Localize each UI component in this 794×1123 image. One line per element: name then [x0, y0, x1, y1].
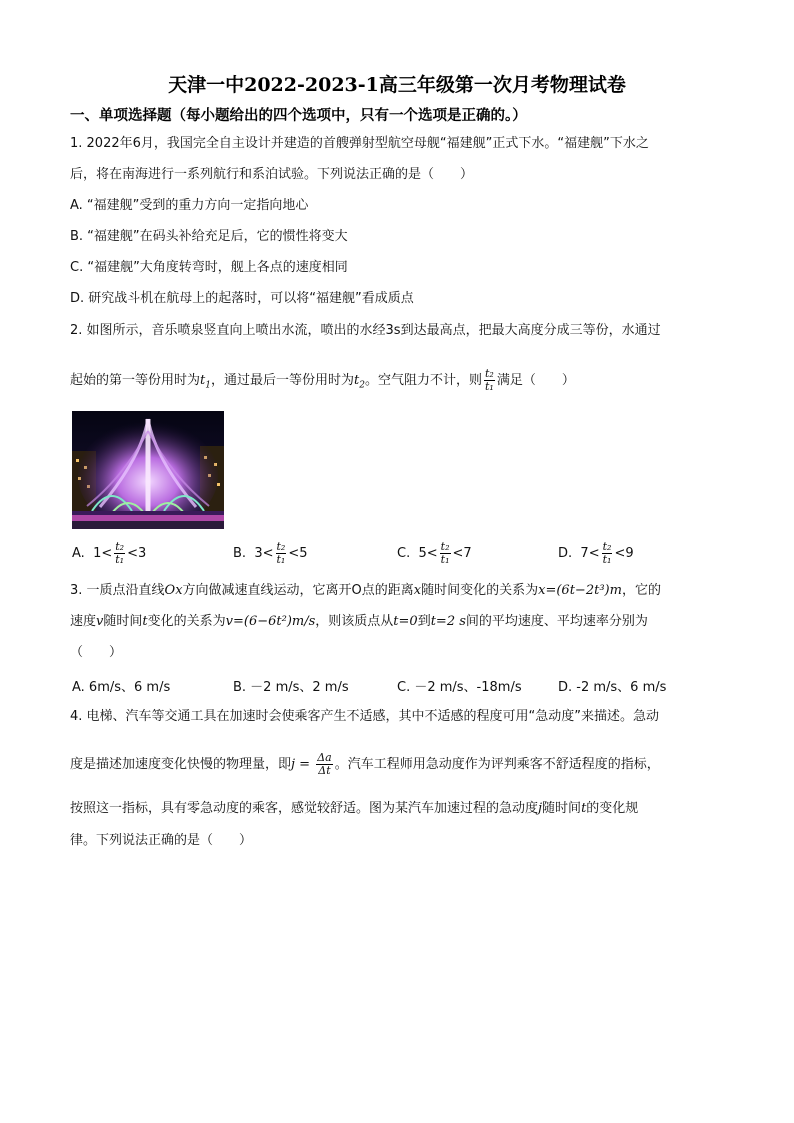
q1-stem-line2: 后，将在南海进行一系列航行和系泊试验。下列说法正确的是（ ） [70, 167, 474, 182]
q1-option-a: A. “福建舰”受到的重力方向一定指向地心 [70, 198, 309, 213]
q2-option-a-fraction: $\frac{\text{t₂}}{\text{t₁}}$ [115, 540, 125, 566]
fountain-photo [72, 411, 224, 529]
q2-option-a: A. 1< $\frac{\text{t₂}}{\text{t₁}}$ <3 [72, 540, 147, 566]
q2-t2: $t_2$ [354, 373, 365, 391]
q3-option-d: D. -2 m/s、6 m/s [558, 680, 667, 695]
q4-jerk-symbol: j = [291, 757, 311, 772]
q4-stem-line4: 律。下列说法正确的是（ ） [70, 833, 253, 848]
q3-stem-line2: 速度v随时间t变化的关系为v=(6−6t²)m/s，则该质点从t=0到t=2 s间的平均速度、平均速率分别为 [70, 614, 648, 629]
q4-jerk-fraction: $\frac{\Delta a}{\Delta t}$ [317, 751, 332, 777]
q1-option-d: D. 研究战斗机在航母上的起落时，可以将“福建舰”看成质点 [70, 291, 414, 306]
q2-text-b: ，通过最后一等份用时为 [210, 373, 354, 388]
q4-stem-line3: 按照这一指标，具有零急动度的乘客，感觉较舒适。图为某汽车加速过程的急动度j随时间t的变化规 [70, 801, 639, 816]
q2-stem-line1: 2. 如图所示，音乐喷泉竖直向上喷出水流，喷出的水经3s到达最高点，把最大高度分成三等份，水通过 [70, 323, 661, 338]
q3-answer-brackets: （ ） [70, 645, 123, 660]
q2-option-c-fraction: $\frac{\text{t₂}}{\text{t₁}}$ [440, 540, 450, 566]
q4-stem-line2: 度是描述加速度变化快慢的物理量，即j = $\frac{\Delta a}{\Delta t}$ 。汽车工程师用急动度作为评判乘客不舒适程度的指标， [70, 751, 660, 777]
q2-option-d-fraction: $\frac{\text{t₂}}{\text{t₁}}$ [602, 540, 612, 566]
q2-option-b-fraction: $\frac{\text{t₂}}{\text{t₁}}$ [276, 540, 286, 566]
q2-t1: $t_1$ [200, 373, 211, 391]
q4-stem-line1: 4. 电梯、汽车等交通工具在加速时会使乘客产生不适感，其中不适感的程度可用“急动度”来描述。急动 [70, 709, 660, 724]
page-title: 天津一中2022-2023-1高三年级第一次月考物理试卷 [168, 74, 626, 96]
q2-option-b: B. 3< $\frac{\text{t₂}}{\text{t₁}}$ <5 [233, 540, 308, 566]
q3-option-a: A. 6m/s、6 m/s [72, 680, 171, 695]
q3-option-c: C. －2 m/s、-18m/s [397, 680, 522, 695]
q1-stem-line1: 1. 2022年6月，我国完全自主设计并建造的首艘弹射型航空母舰“福建舰”正式下水。“福建舰”下水之 [70, 136, 649, 151]
q2-text-c: 。空气阻力不计，则 [364, 373, 482, 388]
q2-stem-line2 [70, 368, 575, 395]
q1-option-c: C. “福建舰”大角度转弯时，舰上各点的速度相同 [70, 260, 348, 275]
q1-option-b: B. “福建舰”在码头补给充足后，它的惯性将变大 [70, 229, 348, 244]
q2-text-d: 满足（ ） [496, 373, 575, 388]
q2-option-d: D. 7< $\frac{\text{t₂}}{\text{t₁}}$ <9 [558, 540, 634, 566]
section-heading: 一、单项选择题（每小题给出的四个选项中，只有一个选项是正确的。） [70, 108, 527, 124]
q2-text-a: 起始的第一等份用时为 [70, 373, 201, 388]
q2-ratio-fraction: $\frac{\text{t₂}}{\text{t₁}}$ [484, 367, 494, 393]
q3-velocity-equation: v=(6−6t²)m/s [225, 614, 316, 629]
q3-stem-line1: 3. 一质点沿直线Ox方向做减速直线运动，它离开O点的距离x随时间变化的关系为x=(6t−2t³)m，它的 [70, 583, 661, 598]
q2-option-c: C. 5< $\frac{\text{t₂}}{\text{t₁}}$ <7 [397, 540, 472, 566]
q3-option-b: B. －2 m/s、2 m/s [233, 680, 349, 695]
q3-position-equation: x=(6t−2t³)m [538, 583, 622, 598]
